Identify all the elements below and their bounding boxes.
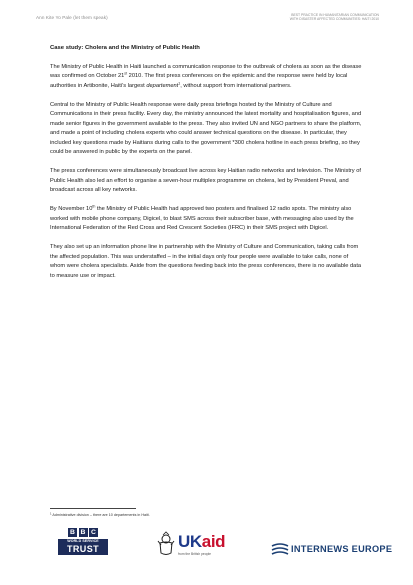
paragraph-5: They also set up an information phone line in partnership with the Ministry of Culture and Communication, taking calls from the affected population. This was understaffed – in the initial days only four people were available to take calls, none of whom were cholera specialists. Aside from the questions feeding back into the press conferences, there is no available data to measure use or impact. <box>50 244 362 279</box>
bbc-blocks <box>58 528 108 537</box>
ukaid-logo <box>156 530 252 570</box>
ukaid-uk: UK <box>178 532 202 551</box>
header-left: Ann Kite Yo Pale (let them speak) <box>36 15 108 20</box>
paragraph-2: Central to the Ministry of Public Health response were daily press briefings hosted by the Ministry of Culture and Communications in their press facility. Every day, the ministry announced the latest mortality and hospitalisation figures, and made senior figures in the government available to the press. They also invited UN and NGO partners to share the platform, and made a point of including cholera experts who could answer technical questions on the disease. In particular, they included key questions made by Haitians during calls to the government *300 cholera hotline in each press briefing, so they could be answered in public by the experts on the panel. <box>50 101 362 156</box>
p1-emphasis: departement <box>146 82 179 89</box>
ukaid-crest-icon <box>156 531 176 557</box>
internews-wordmark: INTERNEWS EUROPE <box>291 544 393 554</box>
ukaid-subtitle: from the British people <box>178 552 211 556</box>
bbc-world-service-trust-logo <box>58 528 108 555</box>
bbc-trust: TRUST <box>58 544 108 555</box>
ukaid-aid: aid <box>201 532 226 551</box>
case-study <box>50 44 364 291</box>
paragraph-1 <box>50 63 364 92</box>
paragraph-4 <box>50 205 364 234</box>
footnote <box>50 513 150 517</box>
internews-wave-icon <box>271 543 289 557</box>
p1-after: , without support from international partners. <box>180 82 292 89</box>
bbc-block-c: C <box>89 528 98 537</box>
case-study-title: Case study: Cholera and the Ministry of Public Health <box>50 45 200 51</box>
p4-sup: th <box>92 204 96 209</box>
ukaid-wordmark <box>178 533 225 550</box>
header-right-line-2: WITH DISASTER AFFECTED COMMUNITIES: HAITI 2010 <box>289 17 379 22</box>
paragraph-3: The press conferences were simultaneously broadcast live across key Haitian radio networks and television. The Ministry of Public Health also led an effort to organise a seven-hour multiplex programme on cholera, led by President Preval, and broadcast across all key networks. <box>50 168 361 194</box>
footnote-ref: 1 <box>178 81 181 85</box>
bbc-block-b2: B <box>79 528 88 537</box>
internews-europe-logo <box>271 541 393 561</box>
p4-after: the Ministry of Public Health had approved two posters and finalised 12 radio spots. The ministry also worked with mobile phone company, Digicel, to blast SMS across their subscriber base, with messaging also used by the International Federation of the Red Cross and Red Crescent Societies (IFRC) in their SMS project with Digicel. <box>50 206 354 232</box>
p1-sup-1: st <box>124 71 128 76</box>
bbc-world-service: WORLD SERVICE <box>58 539 108 544</box>
p4-before: By November 10 <box>50 206 93 213</box>
partner-logos <box>0 528 413 578</box>
footnote-divider <box>50 508 136 509</box>
header-right <box>239 13 379 21</box>
footnote-marker: 1 <box>50 511 52 516</box>
bbc-block-b1: B <box>68 528 77 537</box>
p1-before: The Ministry of Public Health in Haiti launched a communication response to the outbreak of cholera as soon as the disease was confirmed on October 21 <box>50 63 362 79</box>
p1-mid: 2010. The first press conferences on the epidemic and the response were held by local authorities in Artibonite, Haiti’s largest <box>50 73 348 89</box>
footnote-text: Administrative division – there are 10 departements in Haiti. <box>51 513 150 517</box>
header-right-line-1: BEST PRACTICE IN HUMANITARIAN COMMUNICATION <box>291 13 379 17</box>
